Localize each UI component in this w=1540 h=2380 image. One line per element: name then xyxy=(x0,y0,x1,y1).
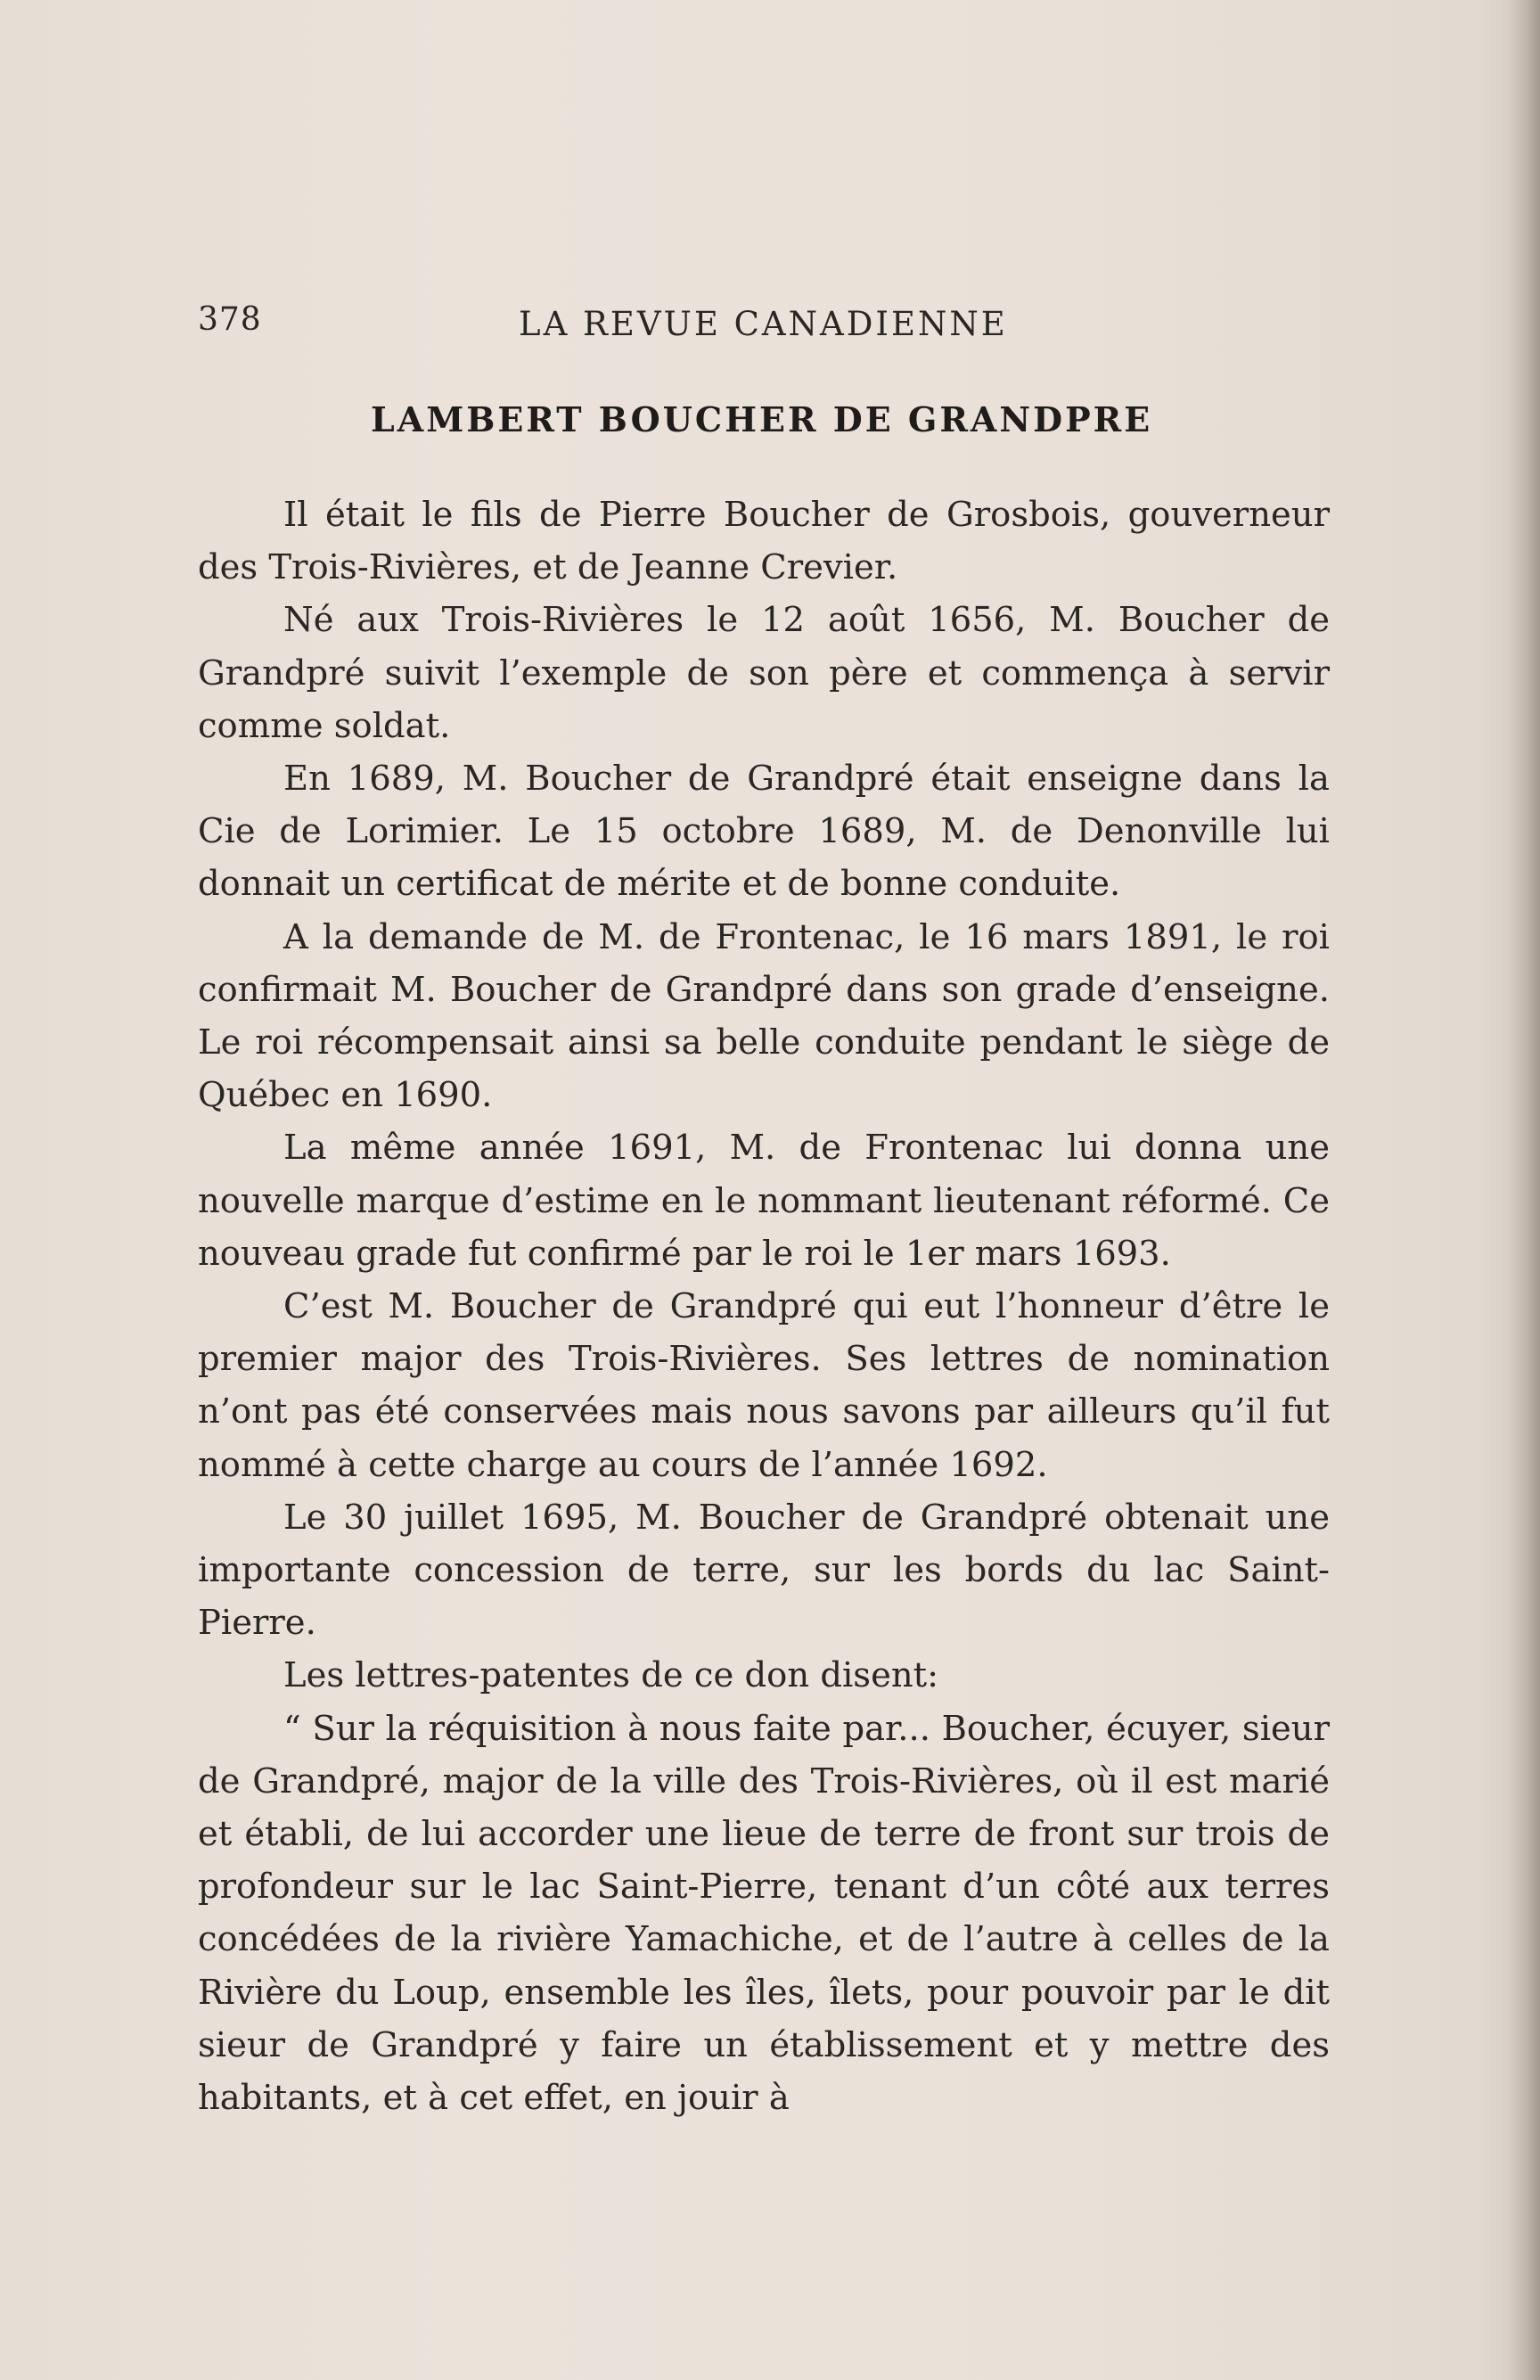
paragraph: Né aux Trois-Rivières le 12 août 1656, M. Boucher de Grandpré suivit l’exemple de son père et commença à servir comme soldat. xyxy=(198,600,1330,746)
page-number: 378 xyxy=(198,301,262,338)
article-title: LAMBERT BOUCHER DE GRANDPRE xyxy=(371,399,1153,439)
paragraph: Le 30 juillet 1695, M. Boucher de Grandpré obtenait une importante concession de terre, sur les bords du lac Saint-Pierre. xyxy=(198,1497,1330,1644)
page-edge-shadow xyxy=(1508,0,1540,2380)
journal-title: LA REVUE CANADIENNE xyxy=(519,305,1008,343)
paragraph: En 1689, M. Boucher de Grandpré était enseigne dans la Cie de Lorimier. Le 15 octobre 1689, M. de Denonville lui donnait un certificat de mérite et de bonne conduite. xyxy=(198,759,1330,905)
paragraph: C’est M. Boucher de Grandpré qui eut l’honneur d’être le premier major des Trois-Rivières. Ses lettres de nomination n’ont pas été conservées mais nous savons par ailleurs qu’il fut nommé à cette charge au cours de l’année 1692. xyxy=(198,1286,1330,1485)
paragraph: A la demande de M. de Frontenac, le 16 mars 1891, le roi confirmait M. Boucher de Grandpré dans son grade d’enseigne. Le roi récompensait ainsi sa belle conduite pendant le siège de Québec en 1690. xyxy=(198,916,1330,1116)
article-body xyxy=(198,488,1330,2124)
paragraph: “ Sur la réquisition à nous faite par... Boucher, écuyer, sieur de Grandpré, major de la ville des Trois-Rivières, où il est marié et établi, de lui accorder une lieue de terre de front sur trois de profondeur sur le lac Saint-Pierre, tenant d’un côté aux terres concédées de la rivière Yamachiche, et de l’autre à celles de la Rivière du Loup, ensemble les îles, îlets, pour pouvoir par le dit sieur de Grandpré y faire un établissement et y mettre des habitants, et à cet effet, en jouir à xyxy=(198,1708,1330,2119)
paragraph: Il était le fils de Pierre Boucher de Grosbois, gouverneur des Trois-Rivières, et de Jeanne Crevier. xyxy=(198,495,1330,588)
paragraph: Les lettres-patentes de ce don disent: xyxy=(283,1655,939,1696)
running-head xyxy=(198,301,1330,346)
paragraph: La même année 1691, M. de Frontenac lui donna une nouvelle marque d’estime en le nommant lieutenant réformé. Ce nouveau grade fut confirmé par le roi le 1er mars 1693. xyxy=(198,1128,1330,1274)
